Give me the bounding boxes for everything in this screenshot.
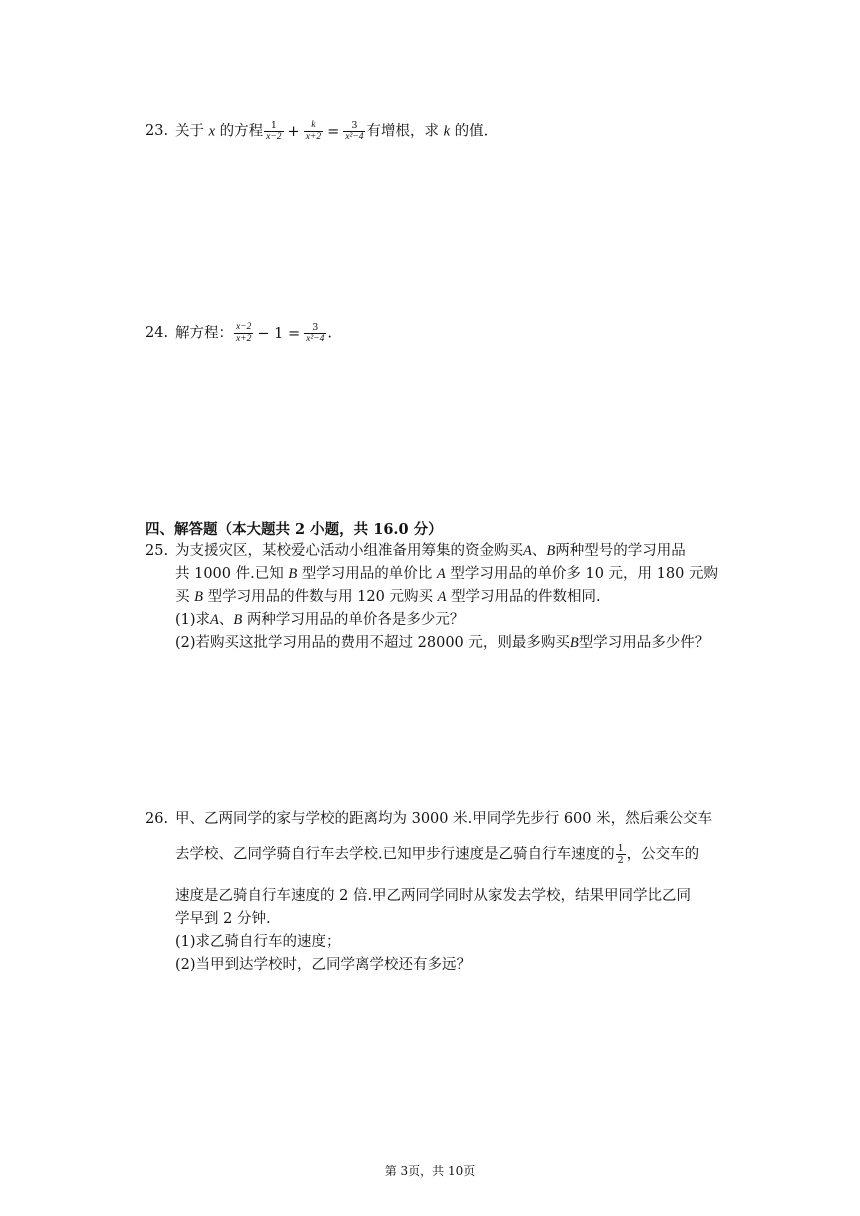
period: . <box>327 325 332 342</box>
numerator: 1 <box>617 843 624 854</box>
numerator: k <box>311 120 316 130</box>
plus-sign: + <box>287 123 300 140</box>
denominator: 2 <box>617 855 624 866</box>
q23-fraction-3 <box>343 120 365 143</box>
text: 买 <box>175 589 190 605</box>
q26-line-4: 学早到 2 分钟. <box>175 911 271 927</box>
question-26 <box>145 808 725 973</box>
q23-fraction-1 <box>264 120 283 143</box>
var-b: B <box>288 566 298 582</box>
q23-text-end: 的值. <box>454 123 489 140</box>
var-a: A <box>437 589 447 605</box>
q25-line-1 <box>175 540 725 563</box>
text: 去学校、乙同学骑自行车去学校.已知甲步行速度是乙骑自行车速度的 <box>175 846 615 863</box>
q25-part-2 <box>175 632 725 655</box>
q25-line-3 <box>175 586 725 609</box>
question-number: 24. <box>145 325 169 341</box>
numerator: 1 <box>270 120 277 131</box>
q24-fraction-1 <box>234 322 253 345</box>
text: 型学习用品的单价比 <box>301 566 433 582</box>
denominator: x+2 <box>236 334 252 344</box>
var-b: B <box>569 635 579 651</box>
q26-part-2: (2)当甲到达学校时，乙同学离学校还有多远？ <box>175 957 472 973</box>
text: 共 1000 件.已知 <box>175 566 284 582</box>
text: 为支援灾区，某校爱心活动小组准备用筹集的资金购买 <box>175 543 523 559</box>
question-24 <box>145 322 725 345</box>
var-a: A <box>523 543 532 559</box>
question-number: 25. <box>145 543 169 559</box>
q23-var-x: x <box>208 123 216 140</box>
text: (1)求 <box>175 612 211 628</box>
question-25 <box>145 540 725 651</box>
q26-line-3: 速度是乙骑自行车速度的 2 倍.甲乙两同学同时从家发去学校，结果甲同学比乙同 <box>175 888 692 904</box>
text: 两种型号的学习用品 <box>555 543 686 559</box>
q25-line-2 <box>175 563 725 586</box>
text: 型学习用品的件数相同. <box>451 589 601 605</box>
var-a: A <box>436 566 446 582</box>
minus-equals: − 1 = <box>257 325 301 342</box>
denominator: x+2 <box>305 132 322 142</box>
section-heading: 四、解答题（本大题共 2 小题，共 16.0 分） <box>145 521 443 538</box>
equals-sign: = <box>327 123 340 140</box>
text: ，公交车的 <box>626 846 700 863</box>
question-number: 26. <box>145 811 169 827</box>
var-b: B <box>546 543 556 559</box>
q26-line-1: 甲、乙两同学的家与学校的距离均为 3000 米.甲同学先步行 600 米，然后乘公交车 <box>175 811 713 827</box>
numerator: x−2 <box>236 322 252 332</box>
text: 、 <box>531 543 547 559</box>
numerator: 3 <box>312 322 319 333</box>
q24-text-pre: 解方程： <box>175 325 233 342</box>
page-footer: 第 3页，共 10页 <box>384 1164 476 1178</box>
text: 型学习用品的件数与用 120 元购买 <box>207 589 433 605</box>
q26-part-1: (1)求乙骑自行车的速度； <box>175 934 341 950</box>
var-b: B <box>194 589 203 605</box>
q23-var-k: k <box>443 123 451 140</box>
q23-text-mid: 的方程 <box>219 123 264 140</box>
text: (2)若购买这批学习用品的费用不超过 28000 元，则最多购买 <box>175 635 570 651</box>
text: 型学习用品多少件？ <box>578 635 710 651</box>
q24-fraction-2 <box>304 322 326 345</box>
q23-text-pre: 关于 <box>175 123 204 140</box>
q26-line-2 <box>175 843 725 878</box>
q25-part-1 <box>175 609 725 632</box>
question-23 <box>145 120 725 143</box>
denominator: x²−4 <box>345 132 364 142</box>
numerator: 3 <box>351 120 358 131</box>
text: 两种学习用品的单价各是多少元？ <box>246 612 465 628</box>
q26-fraction-half <box>616 843 626 866</box>
q23-text-post: 有增根，求 <box>366 123 439 140</box>
var-b: B <box>233 612 243 628</box>
text: 型学习用品的单价多 10 元，用 180 元购 <box>450 566 718 582</box>
var-a: A <box>210 612 219 628</box>
text: 、 <box>218 612 234 628</box>
denominator: x²−4 <box>306 334 325 344</box>
denominator: x−2 <box>266 132 282 142</box>
question-number: 23. <box>145 123 169 139</box>
q23-fraction-2 <box>304 120 323 143</box>
